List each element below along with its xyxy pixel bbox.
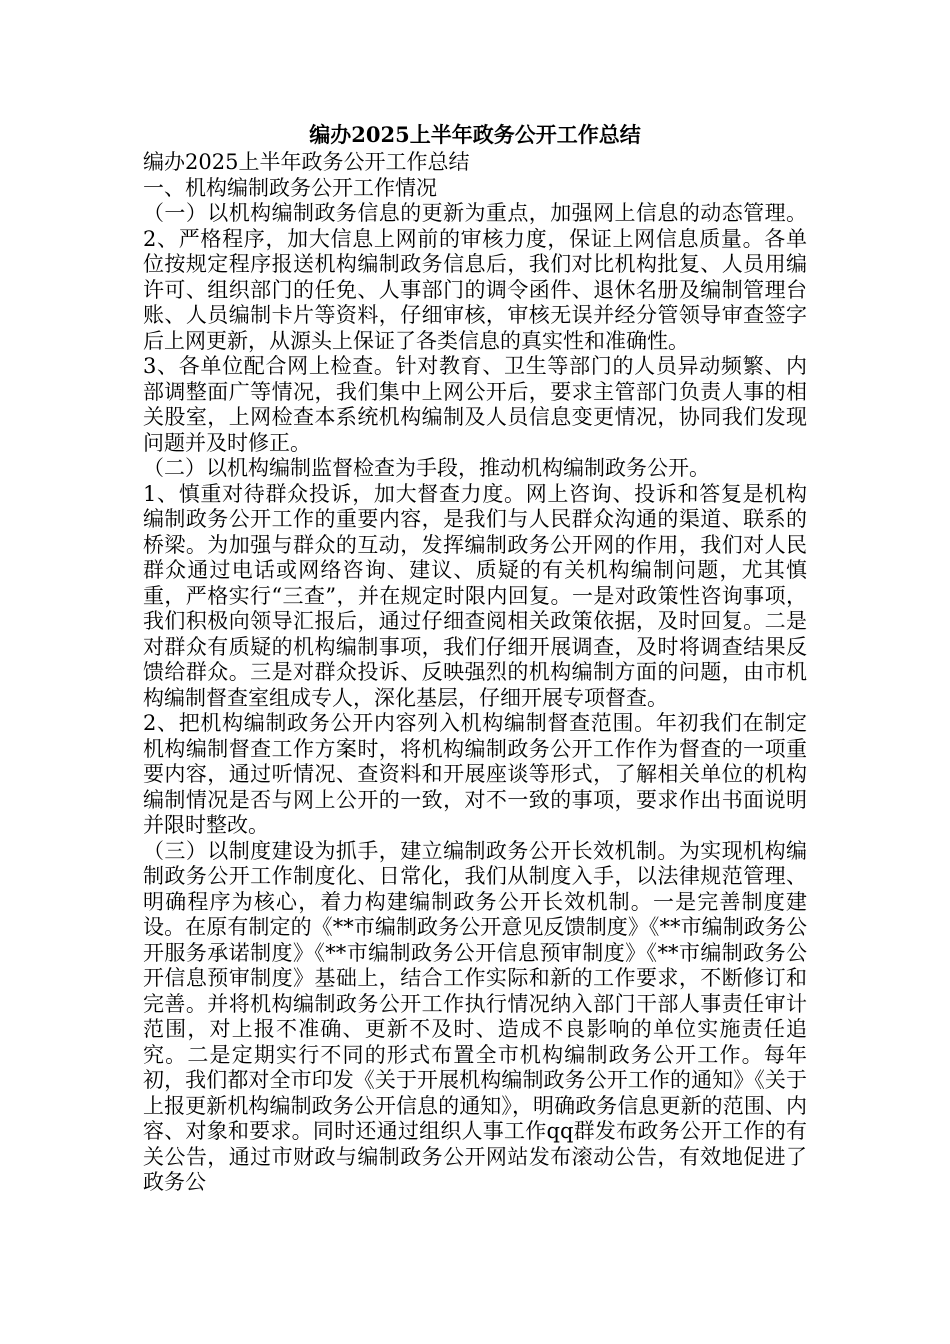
paragraph-section-1: （一）以机构编制政务信息的更新为重点，加强网上信息的动态管理。 2、严格程序，加大信息上网前的审核力度，保证上网信息质量。各单位按规定程序报送机构编制政务信息后，我们对比机构批复、人员用编许可、组织部门的任免、人事部门的调令函件、退休名册及编制管理台账、人员编制卡片等资料，仔细审核，审核无误并经分管领导审查签字后上网更新，从源头上保证了各类信息的真实性和准确性。 — [143, 201, 807, 353]
paragraph-item-3: 3、各单位配合网上检查。针对教育、卫生等部门的人员异动频繁、内部调整面广等情况，我们集中上网公开后，要求主管部门负责人事的相关股室，上网检查本系统机构编制及人员信息变更情况，协同我们发现问题并及时修正。 — [143, 354, 807, 455]
paragraph-section-2-heading: （二）以机构编制监督检查为手段，推动机构编制政务公开。 — [143, 456, 710, 480]
paragraph-item-complaints: 1、慎重对待群众投诉，加大督查力度。网上咨询、投诉和答复是机构编制政务公开工作的重要内容，是我们与人民群众沟通的渠道、联系的桥梁。为加强与群众的互动，发挥编制政务公开网的作用，我们对人民群众通过电话或网络咨询、建议、质疑的有关机构编制问题，尤其慎重，严格实行“三查”，并在规定时限内回复。一是对政策性咨询事项，我们积极向领导汇报后，通过仔细查阅相关政策依据，及时回复。二是对群众有质疑的机构编制事项，我们仔细开展调查，及时将调查结果反馈给群众。三是对群众投诉、反映强烈的机构编制方面的问题，由市机构编制督查室组成专人，深化基层，仔细开展专项督查。 — [143, 481, 807, 710]
paragraph-section-3: （三）以制度建设为抓手，建立编制政务公开长效机制。为实现机构编制政务公开工作制度化、日常化，我们从制度入手，以法律规范管理、明确程序为核心，着力构建编制政务公开长效机制。一是完善制度建设。在原有制定的《**市编制政务公开意见反馈制度》《**市编制政务公开服务承诺制度》《**市编制政务公开信息预审制度》《**市编制政务公开信息预审制度》基础上，结合工作实际和新的工作要求，不断修订和完善。并将机构编制政务公开工作执行情况纳入部门干部人事责任审计范围，对上报不准确、更新不及时、造成不良影响的单位实施责任追究。二是定期实行不同的形式布置全市机构编制政务公开工作。每年初，我们都对全市印发《关于开展机构编制政务公开工作的通知》《关于上报更新机构编制政务公开信息的通知》，明确政务信息更新的范围、内容、对象和要求。同时还通过组织人事工作qq群发布政务公开工作的有关公告，通过市财政与编制政务公开网站发布滚动公告，有效地促进了政务公 — [143, 838, 807, 1194]
document-title: 编办2025上半年政务公开工作总结 — [309, 122, 641, 147]
paragraph-subtitle: 编办2025上半年政务公开工作总结 — [143, 150, 470, 174]
document-page — [143, 120, 807, 1196]
paragraph-item-supervision: 2、把机构编制政务公开内容列入机构编制督查范围。年初我们在制定机构编制督查工作方案时，将机构编制政务公开工作作为督查的一项重要内容，通过听情况、查资料和开展座谈等形式，了解相关单位的机构编制情况是否与网上公开的一致，对不一致的事项，要求作出书面说明并限时整改。 — [143, 711, 807, 837]
paragraph-section-heading: 一、机构编制政务公开工作情况 — [143, 175, 437, 200]
